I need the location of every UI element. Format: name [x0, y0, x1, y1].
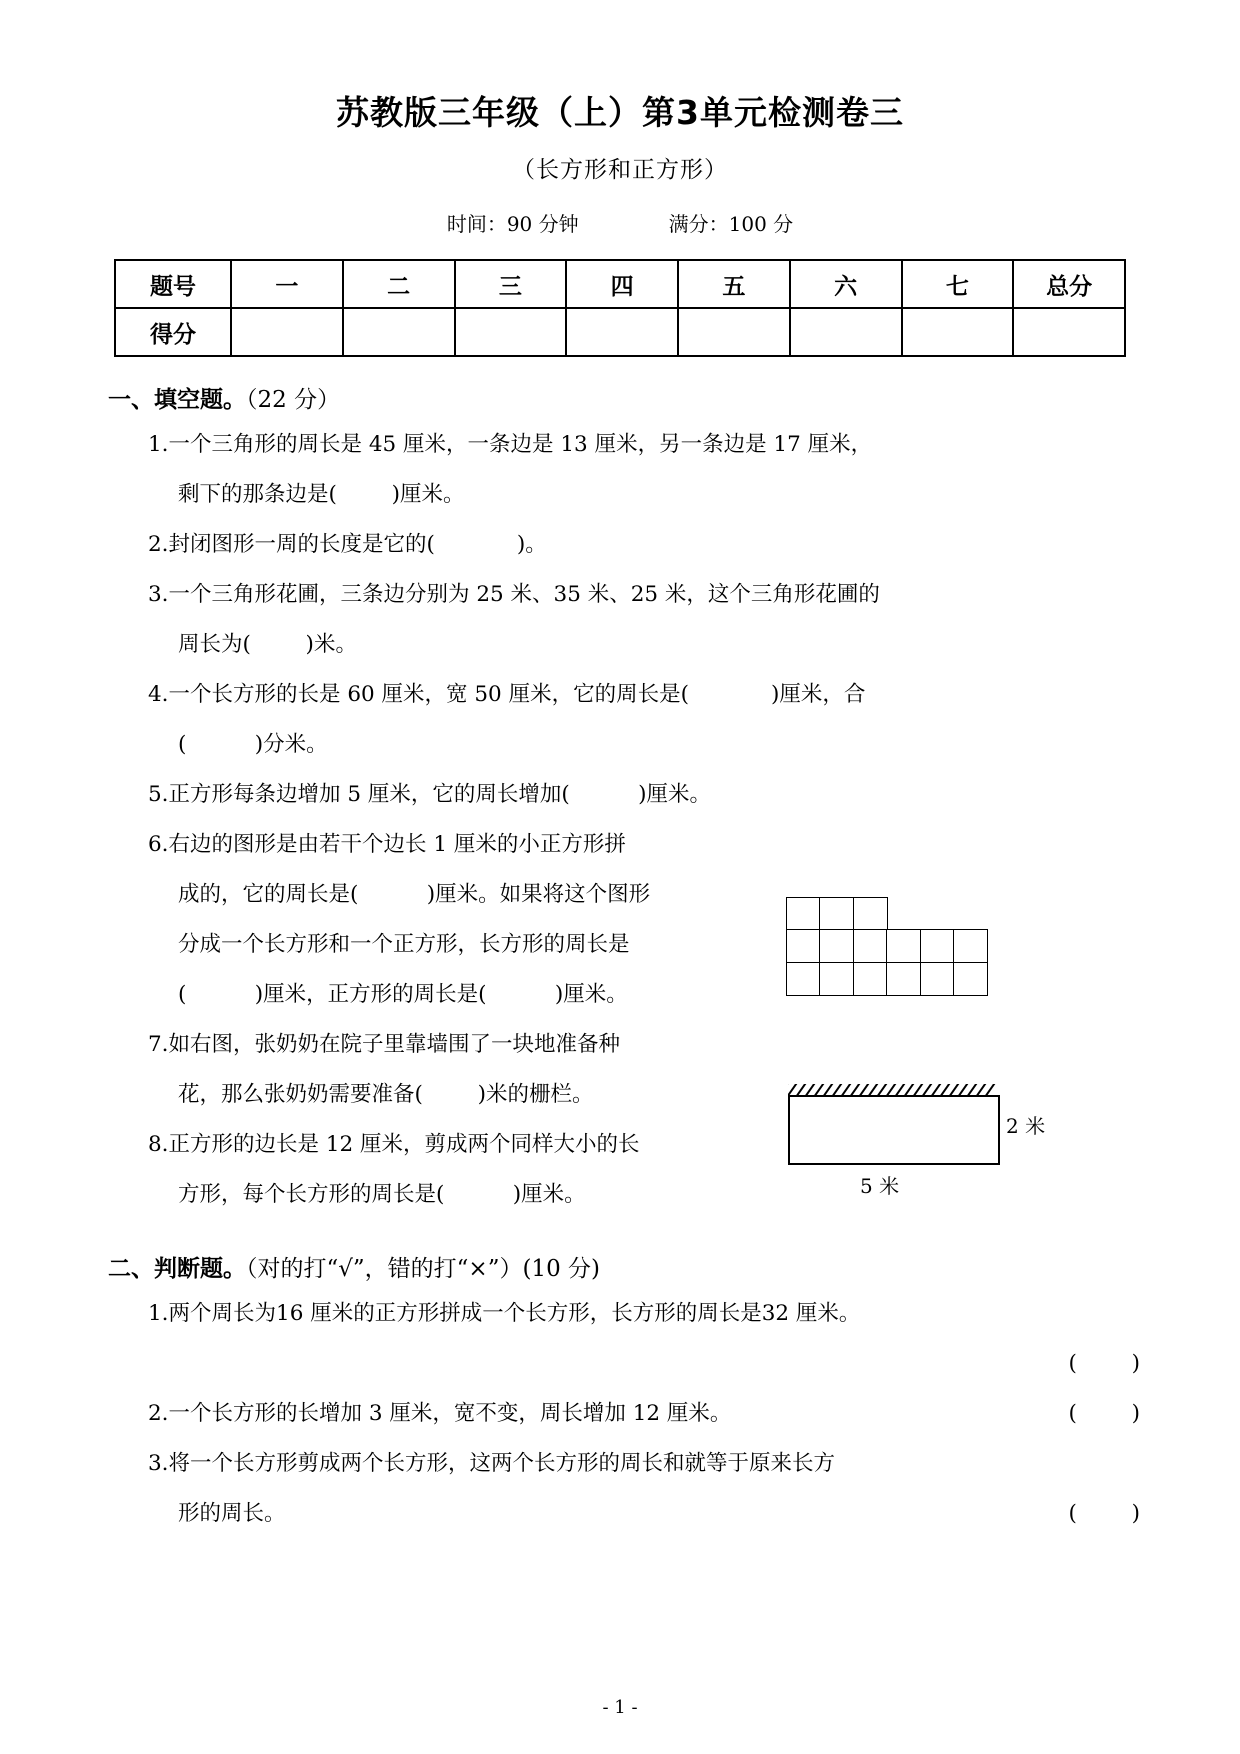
score-table-col-6: 六 [790, 260, 902, 308]
q2-2-answer-paren[interactable]: ( ) [1068, 1401, 1140, 1427]
grid-cell [886, 962, 921, 996]
score-table-col-2: 二 [343, 260, 455, 308]
q1-1-line-1: 一个三角形的周长是 45 厘米，一条边是 13 厘米，另一条边是 17 厘米， [168, 432, 873, 458]
section-1-title: 一、填空题。 [108, 387, 246, 414]
grid-cell [853, 897, 888, 931]
q1-5-number: 5. [148, 782, 169, 808]
plot-side-label: 2 米 [1006, 1114, 1046, 1138]
q1-3-line-2: 周长为( )米。 [178, 632, 357, 658]
q2-3-answer-paren[interactable]: ( ) [1068, 1501, 1140, 1527]
exam-meta [0, 208, 1240, 237]
q2-2-number: 2. [148, 1401, 169, 1427]
q1-7-line-2: 花，那么张奶奶需要准备( )米的栅栏。 [178, 1082, 594, 1108]
grid-cell [886, 929, 921, 963]
q2-1-answer-paren[interactable]: ( ) [1068, 1351, 1140, 1377]
score-cell-4[interactable] [566, 308, 678, 356]
q2-2-line-1: 一个长方形的长增加 3 厘米，宽不变，周长增加 12 厘米。 [168, 1401, 732, 1427]
section-heading-true-false [108, 1250, 1240, 1283]
score-cell-1[interactable] [231, 308, 343, 356]
score-table-col-7: 七 [902, 260, 1014, 308]
grid-cell [786, 929, 821, 963]
section-2-title: 二、判断题。 [108, 1256, 246, 1283]
fenced-plot-figure [788, 1084, 1046, 1198]
question-1-4 [148, 670, 1140, 770]
q1-6-line-3: 分成一个长方形和一个正方形，长方形的周长是 [178, 932, 630, 958]
grid-cell [953, 929, 988, 963]
q1-8-number: 8. [148, 1132, 169, 1158]
q1-8-line-1: 正方形的边长是 12 厘米，剪成两个同样大小的长 [168, 1132, 640, 1158]
score-cell-7[interactable] [902, 308, 1014, 356]
section-1-points: （22 分） [246, 387, 341, 414]
question-1-2 [148, 520, 1140, 570]
q1-6-number: 6. [148, 832, 169, 858]
wall-hatching [788, 1084, 1000, 1097]
time-limit-label: 时间：90 分钟 [446, 212, 579, 237]
page-subtitle: （长方形和正方形） [512, 157, 728, 184]
grid-cell [819, 897, 854, 931]
score-table-row-label-score: 得分 [115, 308, 231, 356]
score-table-score-row [115, 308, 1125, 356]
score-cell-3[interactable] [455, 308, 567, 356]
grid-row-3 [786, 962, 986, 994]
q1-4-line-1: 一个长方形的长是 60 厘米，宽 50 厘米，它的周长是( )厘米，合 [168, 682, 866, 708]
score-table-col-1: 一 [231, 260, 343, 308]
score-cell-5[interactable] [678, 308, 790, 356]
grid-row-1 [786, 897, 986, 929]
score-table-row-label-number: 题号 [115, 260, 231, 308]
q1-2-line-1: 封闭图形一周的长度是它的( )。 [168, 532, 547, 558]
grid-cell [819, 929, 854, 963]
q1-6-line-1: 右边的图形是由若干个边长 1 厘米的小正方形拼 [168, 832, 626, 858]
page-title: 苏教版三年级（上）第3单元检测卷三 [336, 93, 904, 132]
question-1-3 [148, 570, 1140, 670]
q1-3-number: 3. [148, 582, 169, 608]
q2-3-number: 3. [148, 1451, 169, 1477]
score-table-wrapper [114, 259, 1130, 357]
q1-6-line-4: ( )厘米，正方形的周长是( )厘米。 [178, 982, 628, 1008]
score-cell-6[interactable] [790, 308, 902, 356]
q2-1-line-1: 两个周长为16 厘米的正方形拼成一个长方形，长方形的周长是32 厘米。 [168, 1301, 861, 1327]
score-table-col-4: 四 [566, 260, 678, 308]
grid-cell [786, 897, 821, 931]
grid-row-2 [786, 929, 986, 961]
plot-bottom-label: 5 米 [860, 1174, 900, 1198]
question-1-5 [148, 770, 1140, 820]
score-table-col-3: 三 [455, 260, 567, 308]
q1-7-line-1: 如右图，张奶奶在院子里靠墙围了一块地准备种 [168, 1032, 621, 1058]
question-2-3 [148, 1439, 1140, 1539]
q2-3-line-1: 将一个长方形剪成两个长方形，这两个长方形的周长和就等于原来长方 [168, 1451, 836, 1477]
score-table [114, 259, 1126, 357]
composite-square-grid-figure [786, 897, 986, 994]
grid-cell [853, 929, 888, 963]
section-2-questions [0, 1289, 1240, 1539]
score-table-col-total: 总分 [1013, 260, 1125, 308]
question-2-1 [148, 1289, 1140, 1389]
question-1-6 [148, 820, 1140, 1020]
page-number: - 1 - [602, 1697, 638, 1718]
grid-cell [953, 962, 988, 996]
q1-8-line-2: 方形，每个长方形的周长是( )厘米。 [178, 1182, 586, 1208]
q2-3-line-2: 形的周长。 [178, 1501, 286, 1527]
grid-cell [920, 962, 955, 996]
section-heading-fill-in-blank [108, 381, 1240, 414]
total-score-label: 满分：100 分 [668, 212, 794, 237]
q1-2-number: 2. [148, 532, 169, 558]
q1-1-line-2: 剩下的那条边是( )厘米。 [178, 482, 465, 508]
grid-cell [920, 929, 955, 963]
section-1-questions [0, 420, 1240, 1220]
grid-cell [819, 962, 854, 996]
score-cell-total[interactable] [1013, 308, 1125, 356]
question-2-2 [148, 1389, 1140, 1439]
q1-3-line-1: 一个三角形花圃，三条边分别为 25 米、35 米、25 米，这个三角形花圃的 [168, 582, 880, 608]
section-2-points: （对的打“√”，错的打“×”）(10 分) [246, 1256, 600, 1283]
score-cell-2[interactable] [343, 308, 455, 356]
q1-4-number: 4. [148, 682, 169, 708]
question-1-1 [148, 420, 1140, 520]
q1-4-line-2: ( )分米。 [178, 732, 328, 758]
score-table-col-5: 五 [678, 260, 790, 308]
q1-1-number: 1. [148, 432, 169, 458]
q1-5-line-1: 正方形每条边增加 5 厘米，它的周长增加( )厘米。 [168, 782, 711, 808]
grid-cell [853, 962, 888, 996]
grid-cell [786, 962, 821, 996]
plot-rectangle [788, 1097, 1000, 1165]
q2-1-number: 1. [148, 1301, 169, 1327]
q1-7-number: 7. [148, 1032, 169, 1058]
score-table-header-row [115, 260, 1125, 308]
q1-6-line-2: 成的，它的周长是( )厘米。如果将这个图形 [178, 882, 651, 908]
